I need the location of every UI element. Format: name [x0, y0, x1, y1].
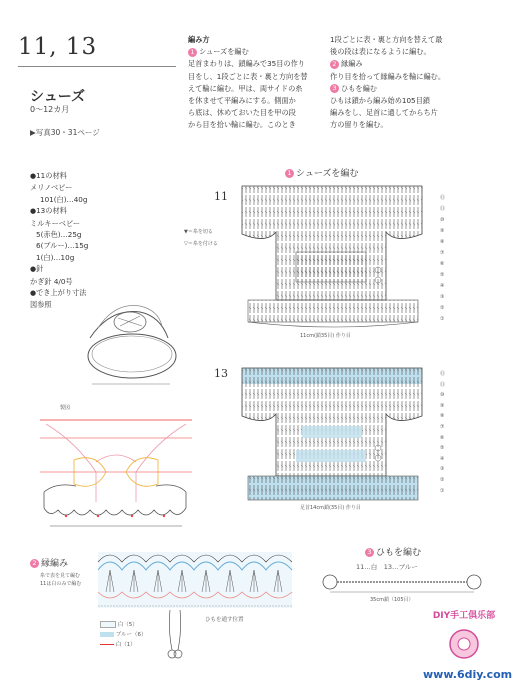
- page-title-number: 11, 13: [18, 34, 98, 60]
- step3-title: 3 ひもを編む: [330, 83, 460, 95]
- item-title: シューズ: [30, 89, 86, 105]
- tie-title: 3 ひもを編む: [365, 545, 421, 558]
- step3-line: ひもは鎖から編み始め105目鎖: [330, 96, 430, 106]
- materials-13-color: 5(赤色)…25g: [36, 230, 82, 240]
- materials-13-color: 6(ブルー)…15g: [36, 241, 89, 251]
- step3-line: 方の留りを編む。: [330, 120, 388, 130]
- materials-11-yarn: メリノベビー: [30, 183, 73, 193]
- size-value: 図参照: [30, 300, 52, 310]
- tie-length: 35cm鎖（105目）: [370, 597, 414, 603]
- edging-note-1: 糸で表を見て編む: [40, 573, 81, 579]
- legend-cut: ▼＝糸を切る: [184, 229, 213, 235]
- pattern-drawing: [36, 412, 196, 530]
- col1-line: えて輪に編む。甲は、両サイドの糸: [188, 83, 303, 93]
- col1-line: から目を拾い輪に編む。このとき: [188, 120, 296, 130]
- step1-title: 1 シューズを編む: [188, 46, 318, 58]
- chart-13-stitch-diagram: [236, 364, 432, 512]
- materials-13-yarn: ミルキーベビー: [30, 218, 81, 228]
- needle-size: かぎ針 4/0号: [30, 276, 73, 286]
- step2-text: 作り目を拾って縁編みを輪に編む。: [330, 71, 446, 81]
- materials-13-color: 1(白)…10g: [36, 252, 75, 262]
- title-divider: [18, 66, 176, 67]
- tie-thread-position: ひもを通す位置: [205, 617, 244, 623]
- chart-13-row-markers: ⑫ ⑪ ⑩ ⑨ ⑧ ⑦ ⑥ ⑤ ④ ③ ② ①: [440, 371, 446, 494]
- edging-title: 2 縁編み: [30, 556, 68, 569]
- step2-title: 2 縁編み: [330, 58, 460, 70]
- instructions-column-1: [188, 34, 318, 132]
- step3-line: 編みをし、足首に通してからち片: [330, 108, 438, 118]
- materials-13-head: ●13の材料: [30, 206, 67, 216]
- chart-13-base-label: 足首14cm鎖(35目) 作り目: [300, 505, 361, 511]
- chart-11-base-label: 11cm(鎖35目) 作り目: [300, 333, 351, 339]
- shoe-illustration: [70, 298, 180, 388]
- chart-11-row-markers: ⑫ ⑪ ⑩ ⑨ ⑧ ⑦ ⑥ ⑤ ④ ③ ② ①: [440, 195, 446, 322]
- edging-note-2: 11は白のみで編む: [40, 581, 82, 587]
- shoe-chart-title: 1 シューズを編む: [285, 166, 358, 179]
- edging-legend-blue: ブルー（6）: [100, 630, 147, 638]
- col2-line: 後の段は表になるように編む。: [330, 47, 431, 57]
- materials-11-color: 101(白)…40g: [40, 194, 88, 204]
- materials-11-head: ●11の材料: [30, 171, 67, 180]
- edging-legend-red: 白（1）: [100, 640, 136, 648]
- size-head: ●でき上がり寸法: [30, 288, 87, 298]
- instructions-heading: 編み方: [188, 35, 210, 44]
- col2-line: 1段ごとに表・裏と方向を替えて最: [330, 35, 443, 44]
- needle-head: ●針: [30, 264, 44, 274]
- edging-stitch-diagram: [98, 548, 294, 612]
- instructions-column-2: [330, 34, 460, 132]
- photo-reference: ▶写真30・31ページ: [30, 128, 100, 137]
- materials-list: [30, 170, 88, 311]
- col1-line: 足首まわりは、鎖編みで35目の作り: [188, 59, 305, 69]
- col1-line: 目をし、1段ごとに表・裏と方向を替: [188, 71, 308, 81]
- col1-line: を休ませて平編みにする。側面か: [188, 96, 296, 106]
- chart-11-label: 11: [214, 190, 228, 203]
- legend-join: ▽＝糸を付ける: [184, 241, 218, 247]
- tie-tail-drawing: [160, 610, 190, 662]
- age-range: 0〜12カ月: [30, 105, 70, 114]
- diy-club-logo-text: DIY手工俱乐部: [432, 611, 496, 621]
- drawing-label: 製図: [60, 405, 71, 411]
- edging-legend-white: 白（5）: [100, 620, 138, 628]
- col1-line: ら底は、休めておいた目を甲の段: [188, 108, 296, 118]
- tie-colors: 11…白 13…ブルー: [356, 563, 418, 571]
- diy-club-logo: [428, 604, 500, 666]
- chart-13-label: 13: [214, 367, 228, 380]
- chart-11-stitch-diagram: [236, 182, 432, 340]
- site-url: www.6diy.com: [423, 668, 513, 681]
